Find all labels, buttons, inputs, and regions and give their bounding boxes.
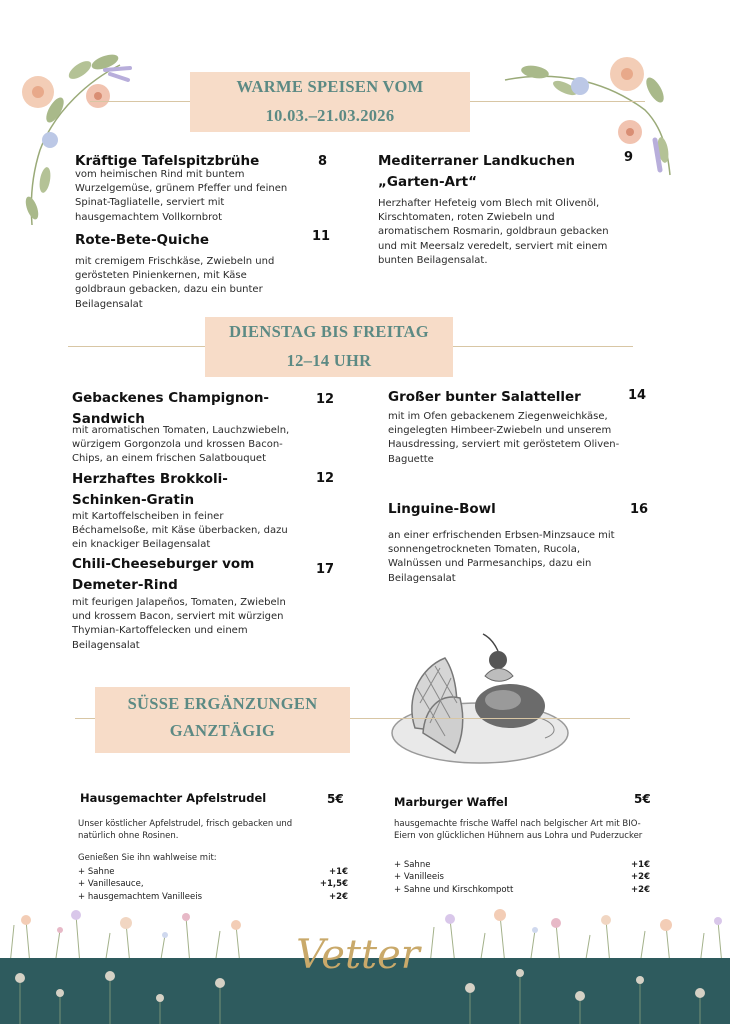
sweet-item-price: 5€ — [327, 792, 344, 806]
addon-name: + hausgemachtem Vanilleeis — [78, 891, 203, 902]
addons-intro: Genießen Sie ihn wahlweise mit: — [78, 853, 217, 863]
menu-item-price: 12 — [316, 471, 335, 486]
menu-item-title: Mediterraner Landkuchen „Garten-Art“ — [378, 153, 575, 190]
addons-list — [394, 859, 650, 896]
sweet-item-price: 5€ — [634, 792, 651, 806]
addon-price: +2€ — [631, 872, 650, 883]
menu-item-title: Gebackenes Champignon-Sandwich — [72, 390, 270, 427]
section-banner-lunch — [205, 317, 453, 377]
addon-row — [394, 871, 650, 883]
section-banner-warm-dishes — [190, 72, 470, 132]
addon-price: +2€ — [631, 884, 650, 895]
menu-item-price: 9 — [624, 150, 634, 165]
banner-line-2: GANZTÄGIG — [169, 721, 276, 740]
addon-price: +1,5€ — [319, 879, 348, 890]
banner-line-1: WARME SPEISEN VOM — [236, 77, 424, 96]
addon-name: + Vanillesauce, — [78, 879, 144, 890]
banner-line-1: SÜSSE ERGÄNZUNGEN — [127, 694, 318, 713]
vetter-logo: Vetter — [296, 932, 420, 978]
section-banner-sweets — [95, 687, 350, 753]
menu-item-description: mit aromatischen Tomaten, Lauchzwiebeln, würzigem Gorgonzola und krossen Bacon-Chips, an einem frischen Salatbouquet — [72, 425, 290, 465]
menu-item-description: Herzhafter Hefeteig vom Blech mit Olivenöl, Kirschtomaten, roten Zwiebeln und aromatischem Rosmarin, goldbraun gebacken und mit Meersalz veredelt, serviert mit einem bunten Beilagensalat. — [378, 198, 609, 266]
menu-item-title: Herzhaftes Brokkoli-Schinken-Gratin — [72, 471, 228, 508]
menu-item-description: mit Kartoffelscheiben in feiner Béchamelsoße, mit Käse überbacken, dazu ein knackiger Beilagensalat — [72, 511, 288, 551]
banner-line-2: 10.03.–21.03.2026 — [265, 106, 395, 125]
menu-item-price: 16 — [630, 502, 649, 517]
menu-item-price: 14 — [628, 388, 647, 403]
menu-item-price: 17 — [316, 562, 335, 577]
addon-price: +2€ — [329, 891, 348, 902]
addon-name: + Sahne und Kirschkompott — [394, 884, 514, 895]
addon-row — [394, 884, 650, 896]
addon-name: + Sahne — [394, 860, 431, 870]
menu-item-description: mit cremigem Frischkäse, Zwiebeln und gerösteten Pinienkernen, mit Käse goldbraun gebacken, dazu ein bunter Beilagensalat — [75, 256, 275, 310]
menu-item-price: 11 — [312, 229, 331, 244]
menu-item-description: mit feurigen Jalapeños, Tomaten, Zwiebeln und krossem Bacon, serviert mit würzigen Thymian-Kartoffelecken und einem Beilagensalat — [72, 597, 286, 651]
menu-item-title: Chili-Cheeseburger vom Demeter-Rind — [72, 556, 255, 593]
menu-item-description: vom heimischen Rind mit buntem Wurzelgemüse, grünem Pfeffer und feinen Spinat-Tagliatelle, serviert mit hausgemachtem Vollkornbrot — [75, 169, 288, 223]
addon-price: +1€ — [631, 860, 650, 870]
addons-list — [78, 866, 348, 903]
sweet-item-title: Marburger Waffel — [394, 795, 508, 809]
menu-item-description: mit im Ofen gebackenem Ziegenweichkäse, eingelegten Himbeer-Zwiebeln und unserem Hausdressing, serviert mit geröstetem Oliven-Baguette — [388, 411, 620, 465]
sweet-item-description: Unser köstlicher Apfelstrudel, frisch gebacken und natürlich ohne Rosinen. — [78, 819, 293, 842]
menu-item-description: an einer erfrischenden Erbsen-Minzsauce mit sonnengetrockneten Tomaten, Rucola, Walnüssen und Parmesanchips, dazu ein Beilagensalat — [388, 530, 615, 584]
banner-line-2: 12–14 UHR — [286, 351, 372, 370]
addon-price: +1€ — [329, 867, 348, 877]
menu-item-price: 8 — [318, 154, 328, 169]
menu-item-title: Großer bunter Salatteller — [388, 389, 581, 405]
addon-row — [78, 891, 348, 903]
waffle-illustration — [385, 628, 585, 773]
sweet-item-title: Hausgemachter Apfelstrudel — [80, 791, 267, 805]
addon-name: + Sahne — [78, 867, 115, 877]
menu-item-price: 12 — [316, 392, 335, 407]
addon-row — [78, 878, 348, 890]
sweet-item-description: hausgemachte frische Waffel nach belgischer Art mit BIO-Eiern von glücklichen Hühnern aus Lohra und Puderzucker — [394, 819, 643, 842]
banner-line-1: DIENSTAG BIS FREITAG — [229, 322, 429, 341]
addon-row — [394, 859, 650, 871]
addon-name: + Vanilleeis — [394, 872, 444, 883]
menu-item-title: Kräftige Tafelspitzbrühe — [75, 153, 260, 169]
menu-item-title: Rote-Bete-Quiche — [75, 232, 210, 248]
menu-item-title: Linguine-Bowl — [388, 501, 496, 517]
addon-row — [78, 866, 348, 878]
